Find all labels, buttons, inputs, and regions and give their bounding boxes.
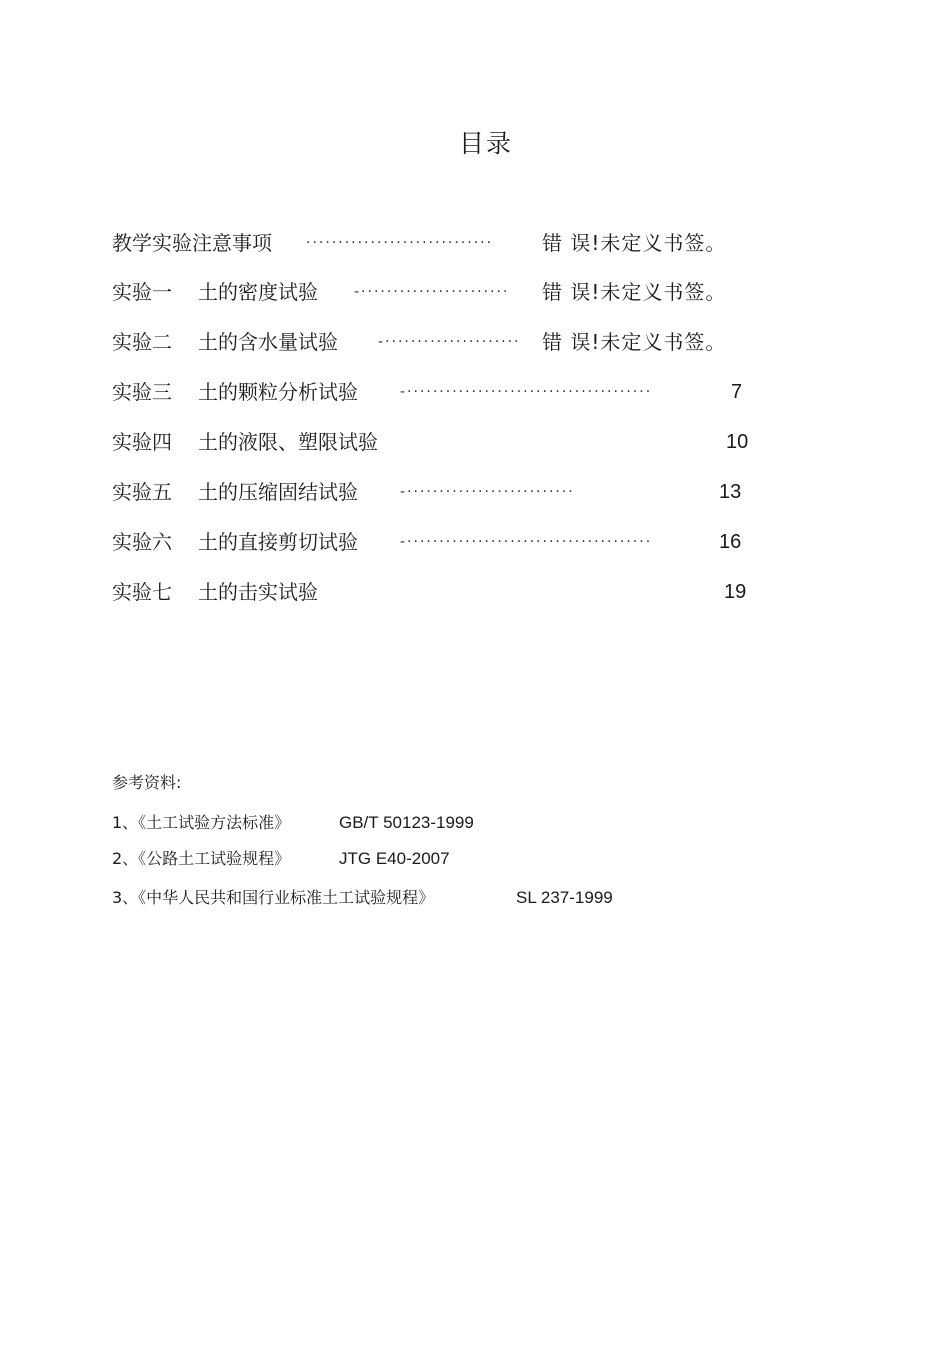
toc-page-number: 19	[724, 581, 747, 603]
reference-title: 3、《中华人民共和国行业标准土工试验规程》	[112, 888, 435, 907]
table-of-contents	[112, 0, 812, 620]
toc-entry-name: 教学实验注意事项	[112, 231, 272, 255]
toc-leader: -······································	[400, 384, 653, 400]
toc-page-number: 13	[719, 481, 742, 503]
toc-entry-exp4[interactable]	[112, 427, 812, 457]
toc-entry-name: 土的液限、塑限试验	[198, 430, 378, 454]
toc-page-number: 16	[719, 531, 742, 553]
toc-leader: -··························	[400, 484, 575, 500]
toc-entry-number: 实验一	[112, 280, 172, 304]
toc-leader: ·····························	[306, 235, 494, 251]
toc-entry-name: 土的压缩固结试验	[198, 480, 358, 504]
toc-entry-number: 实验四	[112, 430, 172, 454]
reference-title: 2、《公路土工试验规程》	[112, 849, 291, 868]
toc-entry-number: 实验二	[112, 330, 172, 354]
toc-error-text: 错 误!未定义书签。	[542, 330, 727, 354]
toc-entry-notes[interactable]	[112, 228, 812, 258]
toc-entry-number: 实验五	[112, 480, 172, 504]
toc-entry-name: 土的直接剪切试验	[198, 530, 358, 554]
toc-entry-name: 土的密度试验	[198, 280, 318, 304]
toc-page-number: 7	[731, 381, 743, 403]
page-title: 目录	[458, 129, 513, 158]
toc-entry-exp5[interactable]	[112, 477, 812, 507]
toc-entry-exp2[interactable]	[112, 327, 812, 357]
toc-entry-exp6[interactable]	[112, 527, 812, 557]
toc-entry-name: 土的颗粒分析试验	[198, 380, 358, 404]
reference-item	[112, 885, 832, 911]
toc-page-number: 10	[726, 431, 749, 453]
reference-code: JTG E40-2007	[339, 849, 450, 868]
toc-error-text: 错 误!未定义书签。	[542, 231, 727, 255]
toc-entry-exp3[interactable]	[112, 377, 812, 407]
toc-entry-exp1[interactable]	[112, 277, 812, 307]
toc-entry-number: 实验六	[112, 530, 172, 554]
reference-code: SL 237-1999	[516, 888, 613, 907]
toc-entry-number: 实验七	[112, 580, 172, 604]
reference-item	[112, 810, 832, 836]
reference-title: 1、《土工试验方法标准》	[112, 813, 291, 832]
toc-leader: -·····················	[378, 334, 521, 350]
toc-entry-name: 土的击实试验	[198, 580, 318, 604]
toc-entry-exp7[interactable]	[112, 577, 812, 607]
toc-error-text: 错 误!未定义书签。	[542, 280, 727, 304]
references-heading: 参考资料:	[112, 773, 182, 792]
toc-entry-number: 实验三	[112, 380, 172, 404]
reference-code: GB/T 50123-1999	[339, 813, 474, 832]
toc-entry-name: 土的含水量试验	[198, 330, 338, 354]
toc-leader: -······································	[400, 534, 653, 550]
reference-item	[112, 846, 832, 872]
toc-leader: -·······················	[354, 284, 510, 300]
